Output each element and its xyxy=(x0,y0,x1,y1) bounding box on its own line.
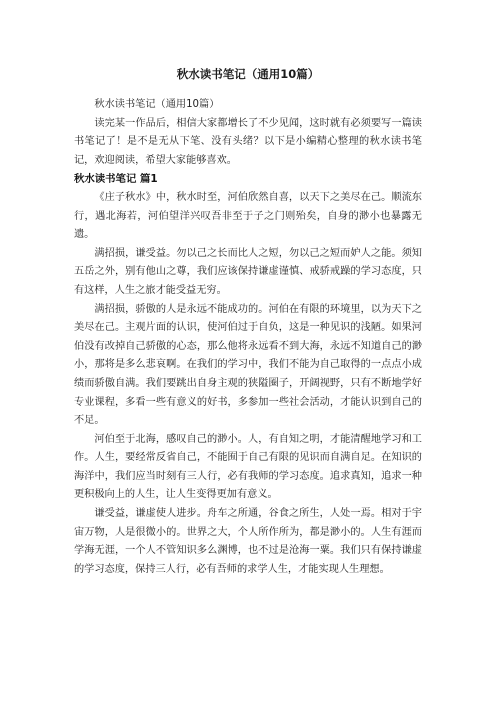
section-heading: 秋水读书笔记 篇1 xyxy=(74,173,158,186)
body-paragraph-3: 满招损，骄傲的人是永远不能成功的。河伯在有限的环境里，以为天下之美尽在己。主观片面的认识，使河伯过于自负，这是一种见识的浅陋。如果河伯没有改掉自己骄傲的心态，那么他将永远看不到大海，永远不知道自己的渺小，那将是多么悲哀啊。在我们的学习中，我们不能为自己取得的一点点小成绩而骄傲自满。我们要跳出自身主观的狭隘圈子，开阔视野，只有不断地学好专业课程，多看一些有意义的好书，多参加一些社会活动，才能认识到自己的不足。 xyxy=(74,303,422,427)
intro-paragraph: 读完某一作品后，相信大家都增长了不少见闻，这时就有必须要写一篇读书笔记了！是不是无从下笔、没有头绪？以下是小编精心整理的秋水读书笔记，欢迎阅读，希望大家能够喜欢。 xyxy=(74,117,422,166)
body-paragraph-2: 满招损，谦受益。勿以己之长而比人之短，勿以己之短而妒人之能。须知五岳之外，别有他山之尊，我们应该保持谦虚谨慎、戒骄戒躁的学习态度，只有这样，人生之旅才能受益无穷。 xyxy=(74,247,422,296)
document-title: 秋水读书笔记（通用10篇） xyxy=(176,67,320,81)
body-paragraph-4: 河伯至于北海，感叹自己的渺小。人，有自知之明，才能清醒地学习和工作。人生，要经常反省自己，不能囿于自己有限的见识而自满自足。在知识的海洋中，我们应当时刻有三人行，必有我师的学习态度。追求真知，追求一种更积极向上的人生，让人生变得更加有意义。 xyxy=(74,433,422,501)
body-paragraph-5: 谦受益，谦虚使人进步。舟车之所通，谷食之所生，人处一焉。相对于宇宙万物，人是很微小的。世界之大，个人所作所为，都是渺小的。人生有涯而学海无涯，一个人不管知识多么渊博，也不过是沧海一粟。我们只有保持谦虚的学习态度，保持三人行，必有吾师的求学人生，才能实现人生理想。 xyxy=(74,508,422,575)
intro-subtitle: 秋水读书笔记（通用10篇） xyxy=(94,99,220,110)
body-paragraph-1: 《庄子秋水》中，秋水时至，河伯欣然自喜，以天下之美尽在己。顺流东行，遇北海若，河伯望洋兴叹吾非至于子之门则殆矣，自身的渺小也暴露无遗。 xyxy=(74,191,422,241)
